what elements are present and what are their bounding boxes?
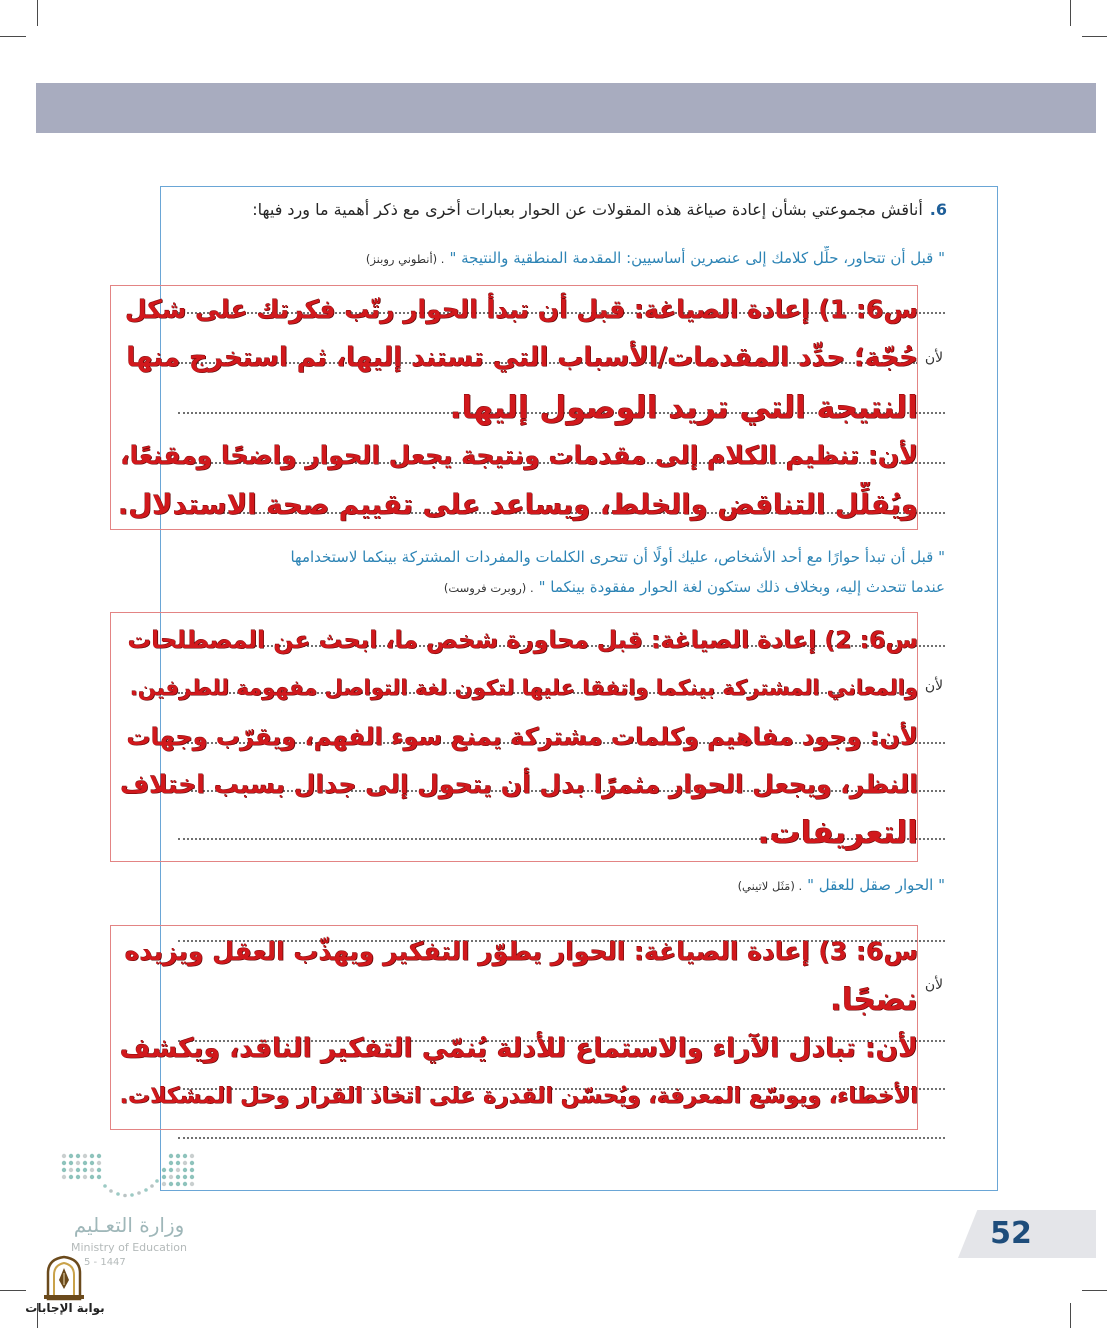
answer-line: لأن: تنظيم الكلام إلى مقدمات ونتيجة يجعل الحوار واضحًا ومقنعًا،	[120, 441, 918, 470]
crop-mark	[1070, 0, 1071, 26]
crop-mark	[0, 36, 26, 37]
answer-line: س6: 3) إعادة الصياغة: الحوار يطوّر التفكير ويهذّب العقل ويزيده	[124, 937, 918, 966]
answer-line: الأخطاء، ويوسّع المعرفة، ويُحسّن القدرة على اتخاذ القرار وحل المشكلات.	[119, 1084, 918, 1109]
quote-line	[170, 575, 945, 599]
answer-line: ويُقلِّل التناقض والخلط، ويساعد على تقييم صحة الاستدلال.	[117, 489, 918, 521]
ministry-name-ar: وزارة التعـليم	[73, 1213, 185, 1237]
quote-author: . (أنطوني روبنز)	[365, 252, 445, 266]
crop-mark	[0, 1290, 26, 1291]
quote-author: . (مَثَل لاتيني)	[737, 879, 803, 893]
answer-line: التعريفات.	[757, 815, 918, 851]
watermark-icon	[42, 1255, 86, 1301]
answer-line: والمعاني المشتركة بينكما واتفقا عليها لتكون لغة التواصل مفهومة للطرفين.	[129, 676, 918, 700]
answer-line: نضجًا.	[830, 982, 918, 1018]
crop-mark	[37, 0, 38, 26]
question-6	[170, 196, 947, 224]
dotted-writing-line	[178, 1137, 945, 1139]
answer-line: النتيجة التي تريد الوصول إليها.	[449, 390, 918, 426]
because-label: لأن	[924, 678, 944, 694]
quote-line	[170, 545, 945, 569]
answer-line: لأن: تبادل الآراء والاستماع للأدلة يُنمّي التفكير الناقد، ويكشف	[119, 1033, 918, 1064]
answer-line: حُجّة؛ حدِّد المقدمات/الأسباب التي تستند إليها، ثم استخرج منها	[126, 343, 918, 373]
quote-text: " قبل أن تبدأ حوارًا مع أحد الأشخاص، عليك أولًا أن تتحرى الكلمات والمفردات المشتركة بينكما لاستخدامها	[290, 548, 945, 566]
answer-line: النظر، ويجعل الحوار مثمرًا بدل أن يتحول إلى جدال بسبب اختلاف	[120, 770, 918, 799]
quote-line	[170, 246, 945, 270]
header-band	[36, 83, 1096, 133]
crop-mark	[1082, 1290, 1107, 1291]
watermark-text: بوابة الإجابات	[25, 1301, 105, 1315]
question-number: 6.	[929, 200, 947, 219]
crop-mark	[1070, 1303, 1071, 1328]
answer-line: س6: 2) إعادة الصياغة: قبل محاورة شخص ما، ابحث عن المصطلحات	[127, 626, 918, 654]
quote-text: عندما تتحدث إليه، وبخلاف ذلك ستكون لغة الحوار مفقودة بينكما "	[538, 578, 945, 596]
answer-line: س6: 1) إعادة الصياغة: قبل أن تبدأ الحوار رتّب فكرتك على شكل	[125, 295, 918, 324]
quote-author: . (روبرت فروست)	[443, 581, 534, 595]
page-number: 52	[990, 1216, 1032, 1251]
question-text: أناقش مجموعتي بشأن إعادة صياغة هذه المقولات عن الحوار بعبارات أخرى مع ذكر أهمية ما ورد فيها:	[252, 200, 923, 219]
edition-year: 5 - 1447	[84, 1257, 126, 1268]
crop-mark	[1082, 36, 1107, 37]
quote-text: " قبل أن تتحاور، حلِّل كلامك إلى عنصرين أساسيين: المقدمة المنطقية والنتيجة "	[449, 249, 945, 267]
ministry-name-en: Ministry of Education	[70, 1241, 187, 1254]
quote-text: " الحوار صقل للعقل "	[807, 876, 945, 894]
because-label: لأن	[924, 350, 944, 366]
quote-line	[170, 873, 945, 897]
because-label: لأن	[924, 977, 944, 993]
answer-line: لأن: وجود مفاهيم وكلمات مشتركة يمنع سوء الفهم، ويقرّب وجهات	[126, 723, 918, 751]
